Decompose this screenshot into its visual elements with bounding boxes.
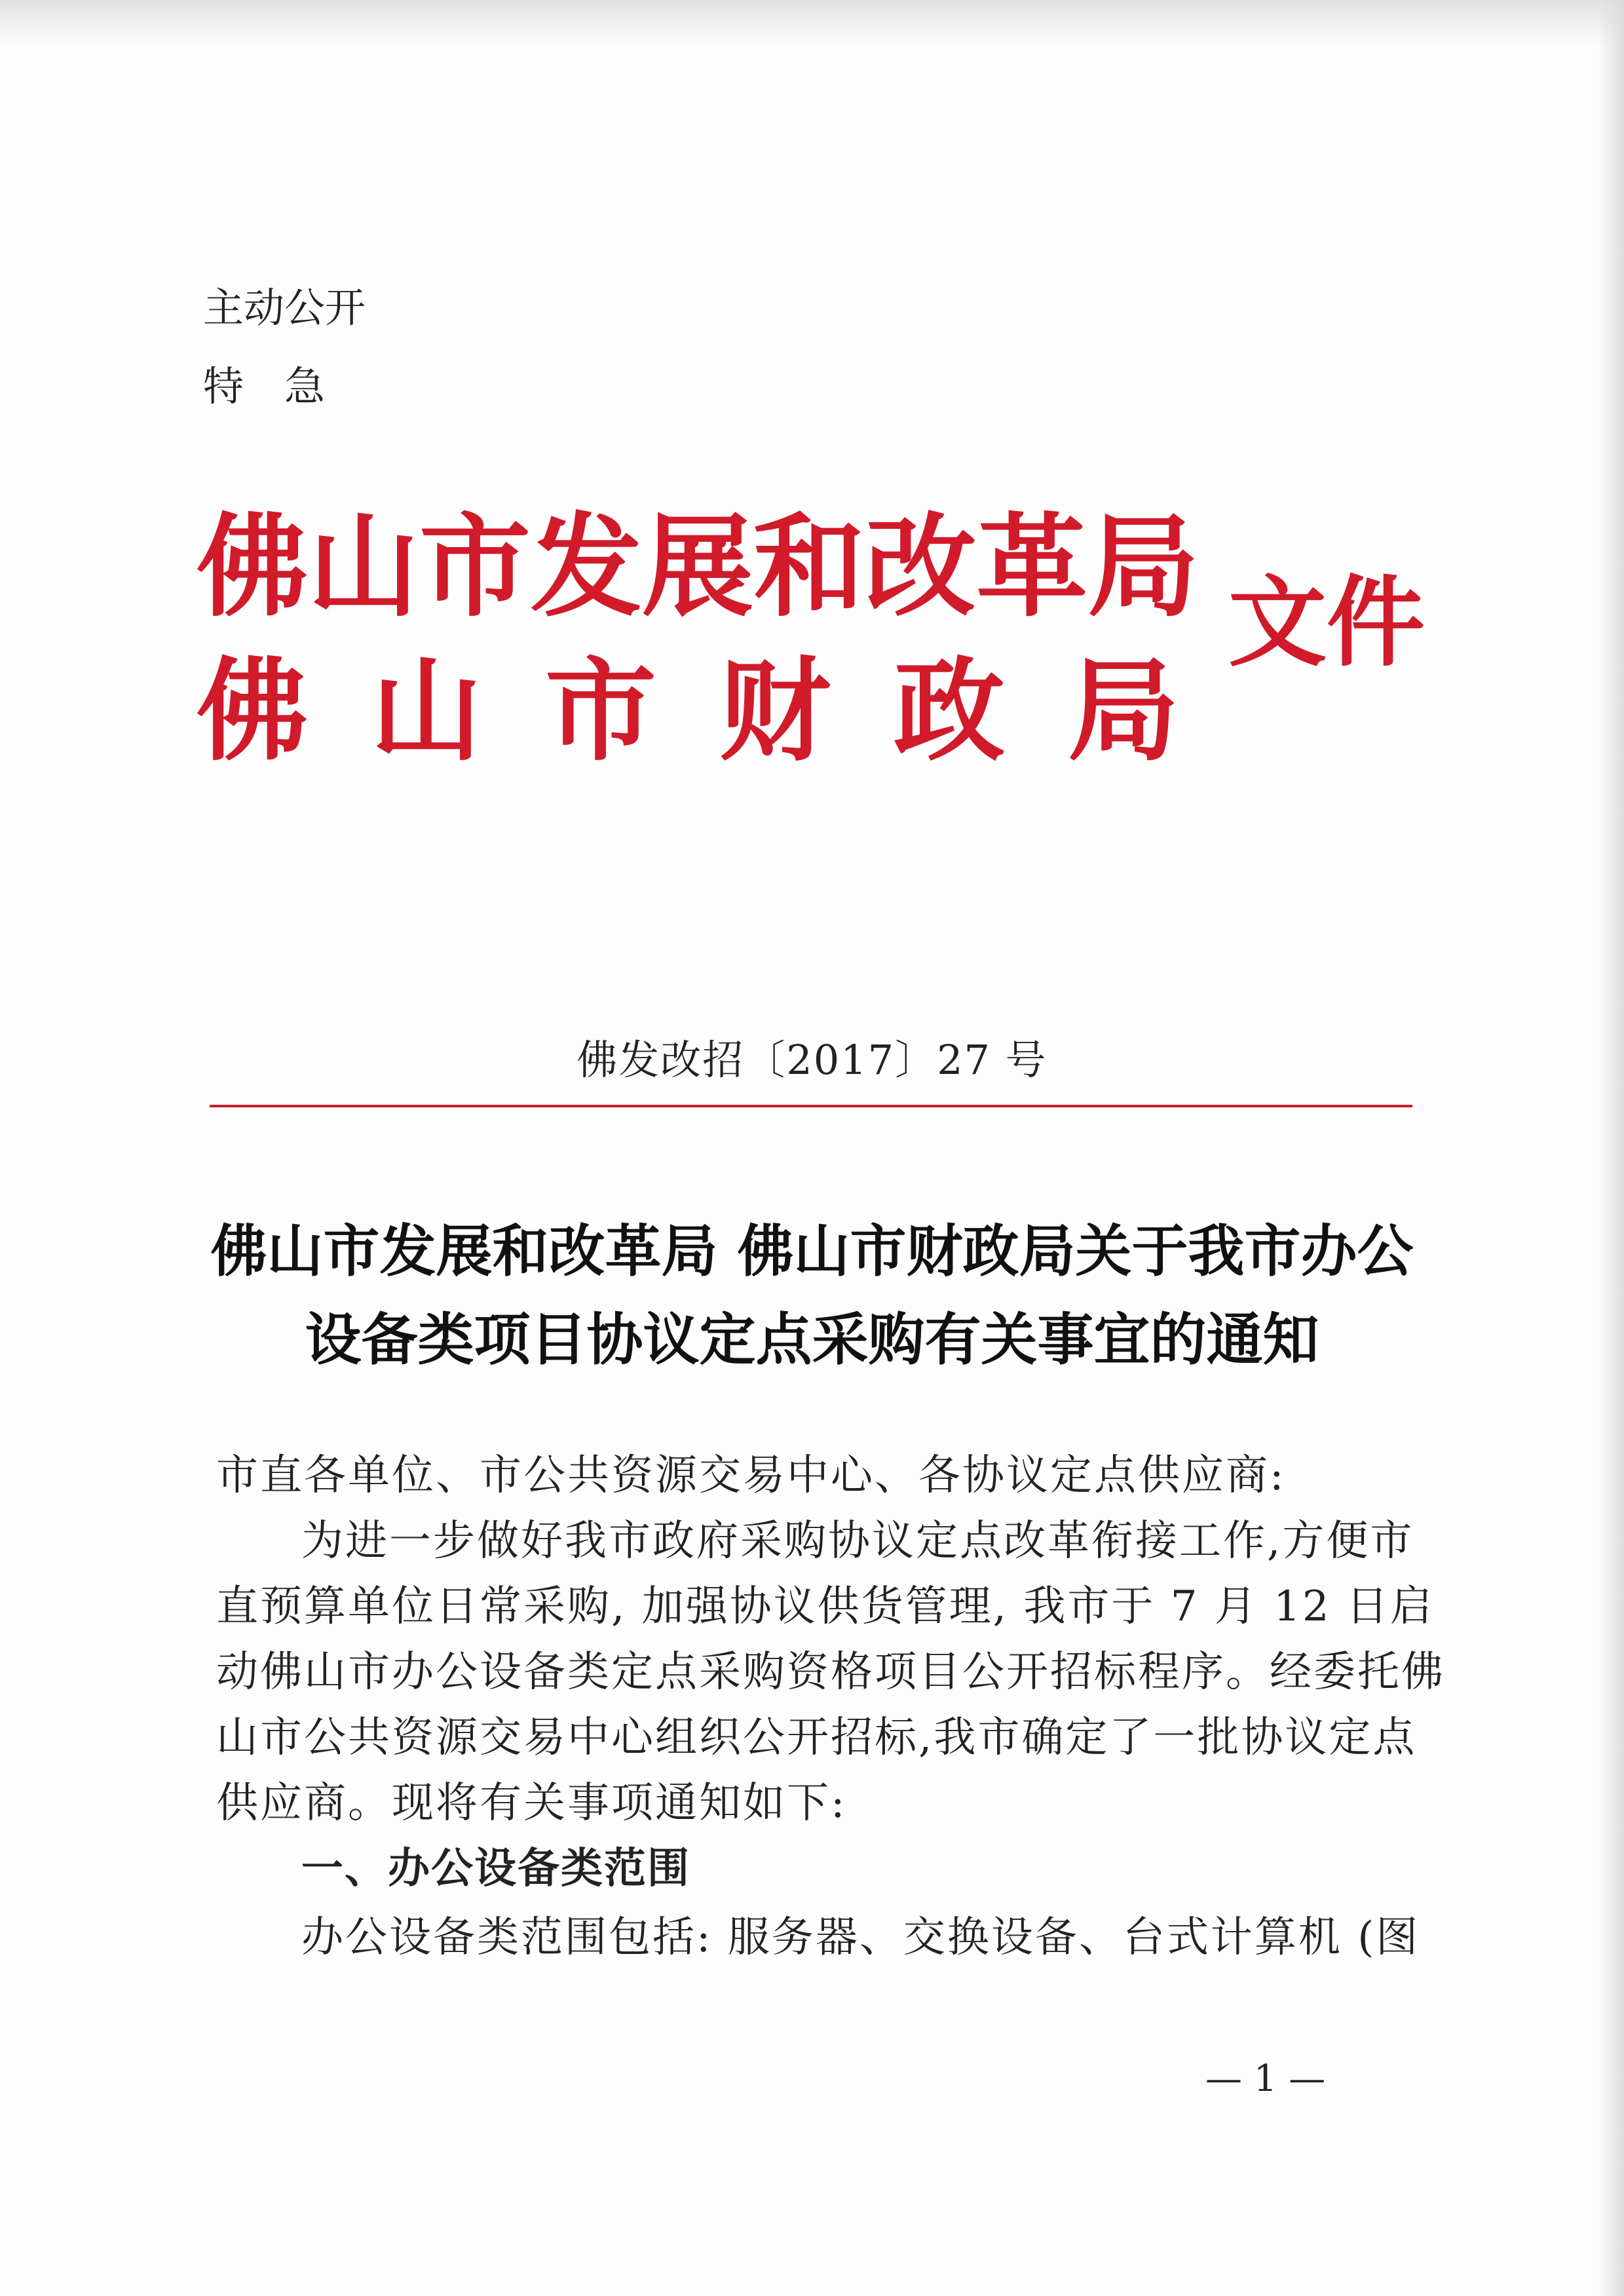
body-line: 动佛山市办公设备类定点采购资格项目公开招标程序。经委托佛 (216, 1648, 1445, 1696)
issuer-1-char: 市 (419, 501, 531, 632)
document-number: 佛发改招〔2017〕27 号 (576, 1036, 1048, 1084)
body-line: 为进一步做好我市政府采购协议定点改革衔接工作,方便市 (301, 1517, 1414, 1565)
body-line: 山市公共资源交易中心组织公开招标,我市确定了一批协议定点 (216, 1713, 1417, 1762)
notice-title-line-1: 佛山市发展和改革局 佛山市财政局关于我市办公 (210, 1218, 1414, 1284)
body-line: 办公设备类范围包括: 服务器、交换设备、台式计算机 (图 (301, 1913, 1420, 1962)
disclosure-label: 主动公开 (203, 284, 366, 332)
issuer-1-char: 改 (865, 501, 977, 632)
notice-title-line-2: 设备类项目协议定点采购有关事宜的通知 (305, 1307, 1319, 1373)
body-line: 供应商。现将有关事项通知如下: (216, 1779, 847, 1827)
issuer-1-char: 革 (976, 501, 1088, 632)
issuer-2-char: 政 (893, 645, 1005, 776)
issuer-2-char: 市 (544, 645, 656, 776)
scan-edge-top (0, 0, 1624, 46)
issuer-2-char: 佛 (197, 645, 309, 776)
issuer-1-char: 和 (753, 501, 865, 632)
issuer-2-char: 山 (370, 645, 482, 776)
addressee-line: 市直各单位、市公共资源交易中心、各协议定点供应商: (216, 1451, 1286, 1500)
red-divider (210, 1105, 1412, 1107)
issuer-2-char: 局 (1067, 645, 1179, 776)
section-heading: 一、办公设备类范围 (301, 1845, 690, 1893)
issuer-1-char: 展 (642, 501, 754, 632)
issuer-1-char: 山 (308, 501, 420, 632)
issuer-2-char: 财 (719, 645, 831, 776)
issuer-1-char: 佛 (197, 501, 309, 632)
body-line: 直预算单位日常采购, 加强协议供货管理, 我市于 7 月 12 日启 (216, 1582, 1434, 1631)
urgency-label: 特 急 (203, 362, 326, 410)
page-number: — 1 — (1205, 2057, 1326, 2100)
scan-edge-right (1598, 0, 1624, 2296)
document-type-label: 文件 (1228, 565, 1426, 680)
issuer-1-char: 局 (1087, 501, 1199, 632)
issuer-line-2 (197, 645, 1179, 776)
issuer-1-char: 发 (531, 501, 643, 632)
issuer-line-1 (197, 501, 1199, 632)
